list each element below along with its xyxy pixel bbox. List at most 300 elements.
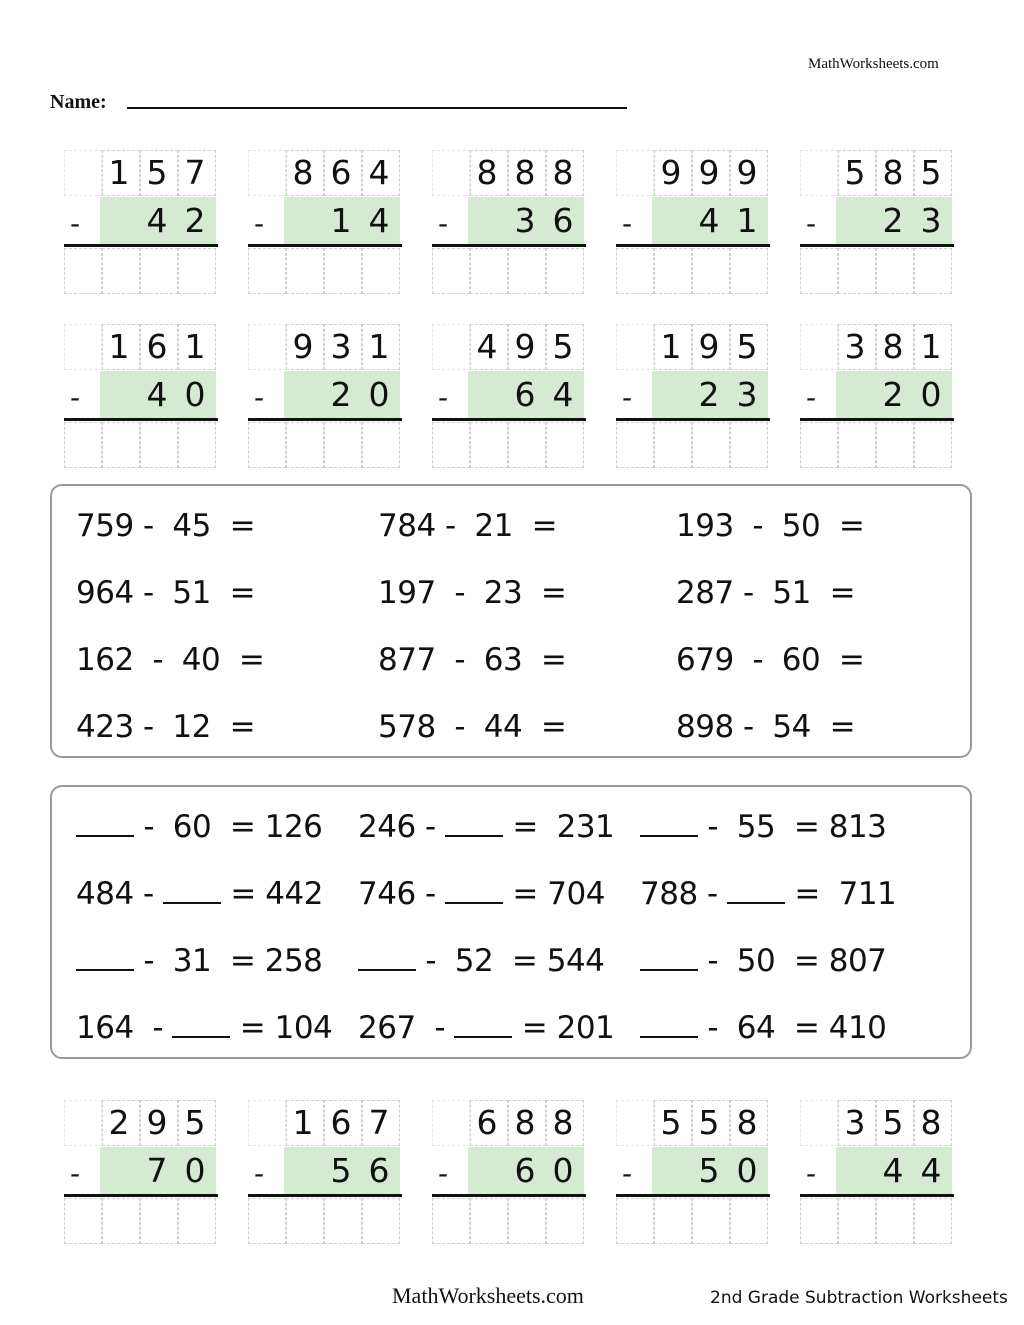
answer-line [432, 1194, 586, 1197]
digit: 8 [920, 1103, 942, 1142]
missing-number-equation [76, 876, 323, 912]
minus-sign: - [622, 1157, 633, 1190]
subtrahend [284, 371, 400, 419]
horizontal-equation: 898 - 54 = [676, 709, 856, 745]
answer-cell[interactable] [178, 422, 216, 468]
answer-cell[interactable] [616, 422, 654, 468]
digit: 5 [698, 1103, 720, 1142]
digit: 6 [146, 327, 168, 366]
digit: 9 [146, 1103, 168, 1142]
answer-cell[interactable] [362, 1198, 400, 1244]
vertical-problem [800, 324, 960, 474]
minuend [652, 150, 768, 196]
subtrahend [100, 1147, 216, 1195]
answer-cell[interactable] [470, 422, 508, 468]
equation-prefix: 746 - [358, 876, 446, 912]
subtrahend [468, 197, 584, 245]
equation-suffix: = 231 [503, 809, 615, 845]
subtrahend [836, 197, 952, 245]
missing-number-equation [76, 809, 322, 845]
grid-cell [616, 150, 654, 196]
digit: 1 [184, 327, 206, 366]
answer-cell[interactable] [432, 1198, 470, 1244]
answer-blank[interactable] [640, 813, 698, 837]
answer-cell[interactable] [838, 1198, 876, 1244]
grid-cell [432, 1100, 470, 1146]
digit: 5 [920, 153, 942, 192]
grid-cell [616, 1100, 654, 1146]
digit [284, 197, 322, 245]
site-header-label: MathWorksheets.com [808, 56, 939, 72]
answer-cell[interactable] [102, 422, 140, 468]
minuend [468, 324, 584, 370]
subtrahend [468, 1147, 584, 1195]
answer-blank[interactable] [727, 880, 785, 904]
digit [100, 197, 138, 245]
missing-number-equation [76, 1010, 332, 1046]
minus-sign: - [70, 207, 81, 240]
equation-suffix: - 60 = 126 [134, 809, 323, 845]
subtrahend [652, 371, 768, 419]
equation-suffix: - 50 = 807 [698, 943, 887, 979]
equation-suffix: = 442 [221, 876, 323, 912]
answer-cell[interactable] [616, 248, 654, 294]
answer-cell[interactable] [914, 422, 952, 468]
digit: 8 [514, 153, 536, 192]
digit: 6 [330, 153, 352, 192]
digit: 5 [844, 153, 866, 192]
answer-cell[interactable] [692, 1198, 730, 1244]
answer-cell[interactable] [324, 248, 362, 294]
minuend [468, 1100, 584, 1146]
digit: 5 [660, 1103, 682, 1142]
minuend [468, 150, 584, 196]
answer-cell[interactable] [432, 248, 470, 294]
worksheet-title: 2nd Grade Subtraction Worksheets [710, 1288, 1008, 1308]
answer-blank[interactable] [358, 947, 416, 971]
missing-number-equation [76, 943, 322, 979]
missing-number-box [50, 785, 972, 1059]
answer-cell[interactable] [838, 422, 876, 468]
minus-sign: - [806, 207, 817, 240]
answer-cell[interactable] [616, 1198, 654, 1244]
answer-cell[interactable] [64, 248, 102, 294]
answer-cell[interactable] [362, 248, 400, 294]
horizontal-equation: 287 - 51 = [676, 575, 856, 611]
digit: 2 [108, 1103, 130, 1142]
digit: 1 [368, 327, 390, 366]
answer-cell[interactable] [64, 422, 102, 468]
equation-prefix: 267 - [358, 1010, 455, 1046]
digit: 9 [292, 327, 314, 366]
digit: 5 [698, 1151, 720, 1190]
digit: 5 [146, 153, 168, 192]
digit: 5 [552, 327, 574, 366]
missing-number-equation [640, 943, 886, 979]
missing-number-equation [358, 943, 604, 979]
digit [284, 371, 322, 419]
answer-cell[interactable] [470, 1198, 508, 1244]
subtrahend [652, 1147, 768, 1195]
digit [468, 1147, 506, 1195]
grid-cell [64, 150, 102, 196]
equation-suffix: - 64 = 410 [698, 1010, 887, 1046]
answer-line [64, 418, 218, 421]
digit: 8 [552, 1103, 574, 1142]
answer-line [616, 244, 770, 247]
name-line [127, 107, 627, 109]
minus-sign: - [806, 381, 817, 414]
answer-line [248, 418, 402, 421]
answer-cell[interactable] [654, 248, 692, 294]
digit: 9 [514, 327, 536, 366]
horizontal-equation: 759 - 45 = [76, 508, 256, 544]
digit: 0 [920, 375, 942, 414]
digit: 8 [476, 153, 498, 192]
equation-suffix: = 201 [512, 1010, 615, 1046]
missing-number-equation [358, 1010, 614, 1046]
digit: 4 [146, 201, 168, 240]
name-label: Name: [50, 91, 107, 113]
answer-cell[interactable] [248, 248, 286, 294]
equation-suffix: - 52 = 544 [416, 943, 605, 979]
subtrahend [284, 1147, 400, 1195]
answer-line [800, 244, 954, 247]
equation-prefix: 246 - [358, 809, 446, 845]
grid-cell [248, 150, 286, 196]
digit: 2 [330, 375, 352, 414]
digit: 9 [736, 153, 758, 192]
digit: 3 [844, 1103, 866, 1142]
digit: 4 [146, 375, 168, 414]
vertical-problem [432, 150, 592, 300]
grid-cell [432, 324, 470, 370]
answer-cell[interactable] [914, 248, 952, 294]
answer-blank[interactable] [172, 1014, 230, 1038]
digit: 6 [514, 1151, 536, 1190]
digit: 9 [698, 327, 720, 366]
digit: 0 [368, 375, 390, 414]
digit: 2 [882, 375, 904, 414]
digit: 5 [736, 327, 758, 366]
answer-cell[interactable] [286, 422, 324, 468]
digit: 4 [368, 201, 390, 240]
digit: 8 [882, 153, 904, 192]
equation-suffix: = 104 [230, 1010, 333, 1046]
digit: 4 [552, 375, 574, 414]
vertical-problem [800, 1100, 960, 1250]
digit: 3 [920, 201, 942, 240]
digit: 7 [146, 1151, 168, 1190]
digit: 5 [330, 1151, 352, 1190]
equation-suffix: = 704 [503, 876, 605, 912]
site-footer-label: MathWorksheets.com [392, 1283, 584, 1308]
vertical-problem [248, 150, 408, 300]
minuend [836, 324, 952, 370]
digit: 2 [698, 375, 720, 414]
digit: 1 [330, 201, 352, 240]
answer-blank[interactable] [163, 880, 221, 904]
vertical-problem [64, 150, 224, 300]
minuend [284, 324, 400, 370]
minus-sign: - [622, 381, 633, 414]
answer-cell[interactable] [178, 248, 216, 294]
digit [836, 197, 874, 245]
minuend [100, 324, 216, 370]
digit: 1 [920, 327, 942, 366]
digit [836, 1147, 874, 1195]
subtrahend [468, 371, 584, 419]
answer-cell[interactable] [470, 248, 508, 294]
missing-number-equation [358, 876, 605, 912]
digit: 0 [184, 1151, 206, 1190]
grid-cell [800, 150, 838, 196]
horizontal-equation: 679 - 60 = [676, 642, 865, 678]
horizontal-subtraction-box [50, 484, 972, 758]
vertical-problem [616, 1100, 776, 1250]
digit: 6 [552, 201, 574, 240]
minuend [100, 150, 216, 196]
minuend [284, 1100, 400, 1146]
answer-line [800, 1194, 954, 1197]
answer-cell[interactable] [178, 1198, 216, 1244]
answer-line [432, 418, 586, 421]
vertical-problem [800, 150, 960, 300]
digit: 8 [736, 1103, 758, 1142]
answer-cell[interactable] [876, 248, 914, 294]
minuend [836, 1100, 952, 1146]
digit [468, 371, 506, 419]
grid-cell [800, 1100, 838, 1146]
digit: 3 [330, 327, 352, 366]
equation-prefix: 164 - [76, 1010, 173, 1046]
subtrahend [100, 371, 216, 419]
subtrahend [100, 197, 216, 245]
answer-cell[interactable] [800, 248, 838, 294]
vertical-problem [64, 324, 224, 474]
answer-line [64, 1194, 218, 1197]
digit: 3 [844, 327, 866, 366]
digit: 5 [184, 1103, 206, 1142]
minus-sign: - [70, 1157, 81, 1190]
vertical-problem [432, 324, 592, 474]
answer-cell[interactable] [654, 422, 692, 468]
answer-cell[interactable] [286, 248, 324, 294]
minuend [100, 1100, 216, 1146]
missing-number-equation [640, 809, 886, 845]
answer-cell[interactable] [508, 422, 546, 468]
minuend [836, 150, 952, 196]
digit: 9 [698, 153, 720, 192]
minus-sign: - [70, 381, 81, 414]
answer-cell[interactable] [692, 248, 730, 294]
minuend [652, 1100, 768, 1146]
digit: 5 [882, 1103, 904, 1142]
digit: 6 [514, 375, 536, 414]
answer-cell[interactable] [362, 422, 400, 468]
vertical-problem [616, 324, 776, 474]
digit: 8 [882, 327, 904, 366]
answer-cell[interactable] [248, 1198, 286, 1244]
answer-cell[interactable] [654, 1198, 692, 1244]
horizontal-equation: 877 - 63 = [378, 642, 567, 678]
digit: 2 [184, 201, 206, 240]
answer-blank[interactable] [76, 947, 134, 971]
horizontal-equation: 784 - 21 = [378, 508, 558, 544]
horizontal-equation: 578 - 44 = [378, 709, 567, 745]
answer-cell[interactable] [546, 422, 584, 468]
digit: 6 [330, 1103, 352, 1142]
vertical-problem [64, 1100, 224, 1250]
answer-cell[interactable] [876, 422, 914, 468]
answer-cell[interactable] [508, 248, 546, 294]
answer-cell[interactable] [286, 1198, 324, 1244]
answer-cell[interactable] [102, 1198, 140, 1244]
vertical-problem [432, 1100, 592, 1250]
answer-cell[interactable] [546, 1198, 584, 1244]
digit: 8 [292, 153, 314, 192]
answer-cell[interactable] [324, 1198, 362, 1244]
answer-cell[interactable] [730, 1198, 768, 1244]
answer-cell[interactable] [692, 422, 730, 468]
horizontal-equation: 162 - 40 = [76, 642, 265, 678]
answer-line [248, 1194, 402, 1197]
digit: 1 [660, 327, 682, 366]
digit: 4 [882, 1151, 904, 1190]
subtrahend [652, 197, 768, 245]
answer-blank[interactable] [445, 813, 503, 837]
digit: 4 [698, 201, 720, 240]
digit: 4 [476, 327, 498, 366]
digit [100, 1147, 138, 1195]
digit: 1 [292, 1103, 314, 1142]
horizontal-equation: 423 - 12 = [76, 709, 256, 745]
horizontal-equation: 197 - 23 = [378, 575, 567, 611]
vertical-problem [248, 324, 408, 474]
digit: 1 [108, 153, 130, 192]
minus-sign: - [806, 1157, 817, 1190]
grid-cell [64, 1100, 102, 1146]
answer-line [432, 244, 586, 247]
answer-line [616, 418, 770, 421]
digit: 1 [736, 201, 758, 240]
digit: 0 [552, 1151, 574, 1190]
subtrahend [284, 197, 400, 245]
answer-cell[interactable] [838, 248, 876, 294]
digit [652, 371, 690, 419]
digit: 3 [514, 201, 536, 240]
answer-cell[interactable] [324, 422, 362, 468]
subtrahend [836, 371, 952, 419]
digit: 8 [552, 153, 574, 192]
digit [836, 371, 874, 419]
grid-cell [64, 324, 102, 370]
minus-sign: - [254, 381, 265, 414]
digit: 0 [184, 375, 206, 414]
answer-line [800, 418, 954, 421]
answer-cell[interactable] [64, 1198, 102, 1244]
digit [652, 1147, 690, 1195]
horizontal-equation: 193 - 50 = [676, 508, 865, 544]
missing-number-equation [640, 1010, 886, 1046]
digit: 8 [514, 1103, 536, 1142]
digit [468, 197, 506, 245]
answer-cell[interactable] [140, 1198, 178, 1244]
missing-number-equation [640, 876, 896, 912]
digit: 3 [736, 375, 758, 414]
subtrahend [836, 1147, 952, 1195]
equation-suffix: - 31 = 258 [134, 943, 323, 979]
answer-cell[interactable] [248, 422, 286, 468]
horizontal-equation: 964 - 51 = [76, 575, 256, 611]
answer-blank[interactable] [640, 947, 698, 971]
answer-cell[interactable] [546, 248, 584, 294]
answer-blank[interactable] [454, 1014, 512, 1038]
answer-blank[interactable] [445, 880, 503, 904]
answer-cell[interactable] [730, 422, 768, 468]
minus-sign: - [438, 381, 449, 414]
answer-line [64, 244, 218, 247]
digit [284, 1147, 322, 1195]
answer-cell[interactable] [800, 422, 838, 468]
missing-number-equation [358, 809, 614, 845]
answer-line [248, 244, 402, 247]
answer-cell[interactable] [800, 1198, 838, 1244]
digit: 2 [882, 201, 904, 240]
minus-sign: - [254, 1157, 265, 1190]
digit: 6 [476, 1103, 498, 1142]
answer-blank[interactable] [76, 813, 134, 837]
answer-cell[interactable] [876, 1198, 914, 1244]
minuend [284, 150, 400, 196]
grid-cell [616, 324, 654, 370]
grid-cell [248, 324, 286, 370]
minus-sign: - [622, 207, 633, 240]
minuend [652, 324, 768, 370]
minus-sign: - [438, 207, 449, 240]
answer-cell[interactable] [140, 248, 178, 294]
vertical-problem [248, 1100, 408, 1250]
digit: 4 [368, 153, 390, 192]
digit: 1 [108, 327, 130, 366]
digit [652, 197, 690, 245]
grid-cell [248, 1100, 286, 1146]
answer-blank[interactable] [640, 1014, 698, 1038]
answer-cell[interactable] [914, 1198, 952, 1244]
digit: 4 [920, 1151, 942, 1190]
answer-line [616, 1194, 770, 1197]
equation-prefix: 484 - [76, 876, 164, 912]
digit: 7 [368, 1103, 390, 1142]
grid-cell [432, 150, 470, 196]
answer-cell[interactable] [730, 248, 768, 294]
minus-sign: - [254, 207, 265, 240]
digit [100, 371, 138, 419]
answer-cell[interactable] [432, 422, 470, 468]
equation-prefix: 788 - [640, 876, 728, 912]
digit: 7 [184, 153, 206, 192]
answer-cell[interactable] [508, 1198, 546, 1244]
digit: 0 [736, 1151, 758, 1190]
equation-suffix: = 711 [785, 876, 897, 912]
answer-cell[interactable] [102, 248, 140, 294]
equation-suffix: - 55 = 813 [698, 809, 887, 845]
answer-cell[interactable] [140, 422, 178, 468]
vertical-problem [616, 150, 776, 300]
minus-sign: - [438, 1157, 449, 1190]
digit: 9 [660, 153, 682, 192]
grid-cell [800, 324, 838, 370]
